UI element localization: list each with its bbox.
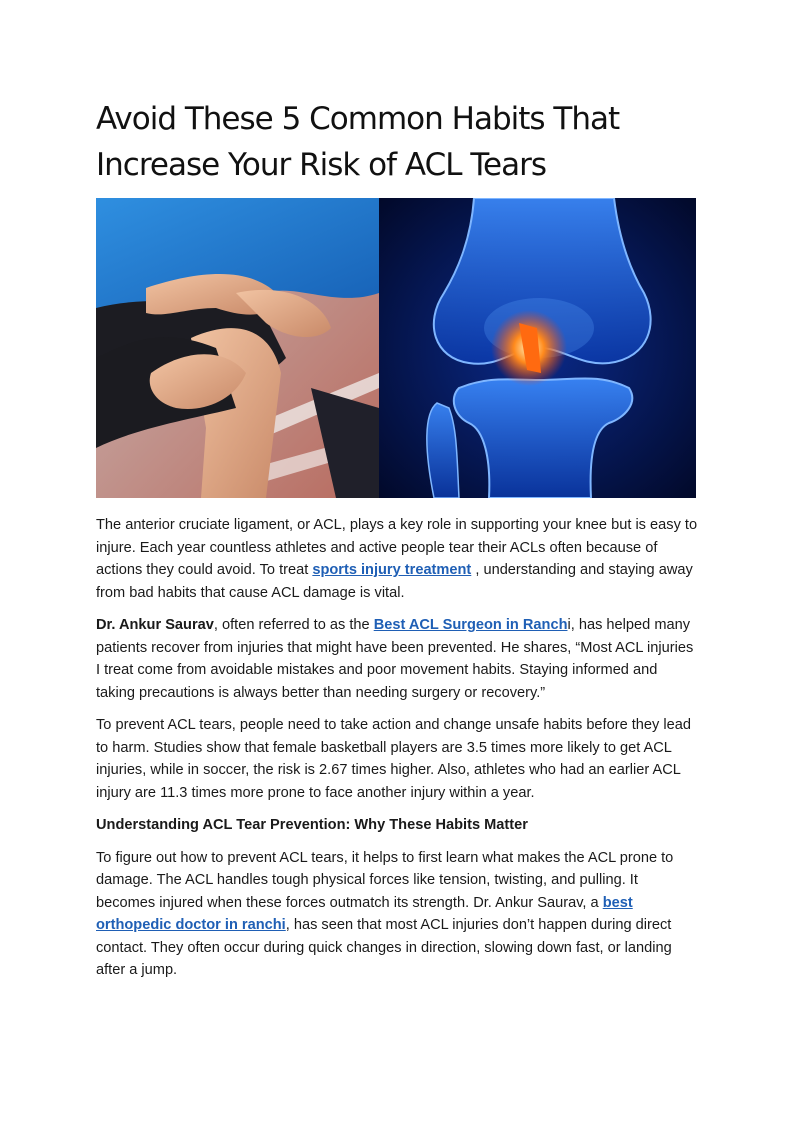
para1-text-start: The anterior cruciate ligament, or ACL, plays a key role in supporting your knee but is easy to injure. Each year countless athletes and active people tear their ACLs often because of actions they could avoid. To treat: [96, 517, 698, 578]
title-line-2: Increase Your Risk of ACL Tears: [96, 147, 546, 183]
section-heading: Understanding ACL Tear Prevention: Why These Habits Matter: [96, 817, 528, 833]
para1-text-end: , understanding and staying away from bad habits that cause ACL damage is vital.: [96, 562, 693, 601]
para2-text-end: i, has helped many patients recover from injuries that might have been prevented. He shares, “Most ACL injuries I treat come from avoidable mistakes and poor movement habits. Staying informed and taking precautions is always better than needing surgery or recovery.”: [96, 617, 694, 701]
knee-pain-photo: [96, 198, 379, 498]
sports-injury-treatment-link[interactable]: sports injury treatment: [312, 562, 472, 578]
article-title: [96, 96, 698, 188]
title-line-1: Avoid These 5 Common Habits That: [96, 101, 620, 137]
para4-text-start: To figure out how to prevent ACL tears, it helps to first learn what makes the ACL prone to damage. The ACL handles tough physical forces like tension, twisting, and pulling. It becomes injured when these forces outmatch its strength. Dr. Ankur Saurav, a: [96, 849, 674, 911]
statistics-paragraph: To prevent ACL tears, people need to take action and change unsafe habits before they lead to harm. Studies show that female basketball players are 3.5 times more likely to get ACL injuries, while in soccer, the risk is 2.67 times higher. Also, athletes who had an earlier ACL injury are 11.3 times more prone to face another injury within a year.: [96, 717, 691, 801]
hero-image: [96, 198, 696, 498]
prevention-paragraph: [96, 847, 698, 982]
doctor-name: Dr. Ankur Saurav: [96, 617, 214, 633]
intro-paragraph: [96, 514, 698, 604]
para4-text-end: , has seen that most ACL injuries don’t happen during direct contact. They often occur during quick changes in direction, slowing down fast, or landing after a jump.: [96, 917, 672, 978]
orthopedic-doctor-link[interactable]: best orthopedic doctor in ranchi: [96, 894, 633, 933]
article: [96, 96, 698, 982]
para2-text-start: , often referred to as the: [213, 617, 374, 633]
surgeon-quote-paragraph: [96, 614, 698, 704]
knee-xray-illustration: [379, 198, 696, 498]
best-acl-surgeon-link[interactable]: Best ACL Surgeon in Ranch: [373, 617, 568, 633]
